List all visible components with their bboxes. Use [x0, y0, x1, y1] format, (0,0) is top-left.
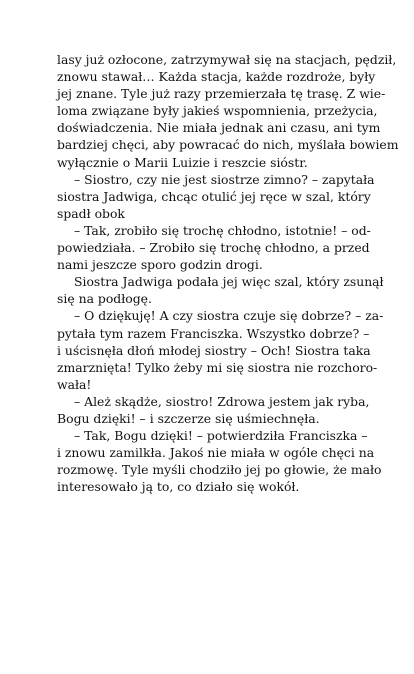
text-line: Siostra Jadwiga podała jej więc szal, który zsunął	[74, 274, 384, 290]
text-line: lasy już ozłocone, zatrzymywał się na stacjach, pędził,	[57, 52, 397, 67]
text-line: się na podłogę.	[57, 291, 152, 307]
text-line: powiedziała. – Zrobiło się trochę chłodno, a przed	[57, 240, 370, 256]
body-text	[57, 51, 399, 495]
text-line: jej znane. Tyle już razy przemierzała tę trasę. Z wie-	[57, 86, 386, 102]
text-line: znowu stawał… Każda stacja, każde rozdroże, były	[57, 69, 376, 85]
text-line: nami jeszcze sporo godzin drogi.	[57, 257, 263, 273]
text-line: bardziej chęci, aby powracać do nich, myślała bowiem	[57, 137, 399, 153]
text-line: – Tak, Bogu dzięki! – potwierdziła Franciszka –	[74, 428, 368, 444]
text-line: – Tak, zrobiło się trochę chłodno, istotnie! – od-	[74, 222, 371, 238]
text-line: doświadczenia. Nie miała jednak ani czasu, ani tym	[57, 120, 381, 136]
text-line: zmarznięta! Tylko żeby mi się siostra nie rozchoro-	[57, 359, 378, 375]
text-line: wyłącznie o Marii Luizie i reszcie sióstr.	[57, 154, 308, 170]
text-line: pytała tym razem Franciszka. Wszystko dobrze? –	[57, 325, 370, 341]
text-line: siostra Jadwiga, chcąc otulić jej ręce w szal, który	[57, 188, 371, 204]
text-line: interesowało ją to, co działo się wokół.	[57, 479, 300, 495]
text-line: wała!	[57, 376, 92, 392]
text-line: rozmowę. Tyle myśli chodziło jej po głowie, że mało	[57, 462, 382, 478]
text-line: spadł obok	[57, 205, 125, 221]
text-line: i uścisnęła dłoń młodej siostry – Och! Siostra taka	[57, 342, 371, 358]
text-line: – O dziękuję! A czy siostra czuje się dobrze? – za-	[74, 308, 384, 324]
text-line: – Ależ skądże, siostro! Zdrowa jestem jak ryba,	[74, 393, 370, 409]
text-line: – Siostro, czy nie jest siostrze zimno? – zapytała	[74, 171, 375, 187]
text-line: Bogu dzięki! – i szczerze się uśmiechnęła.	[57, 410, 320, 426]
text-line: loma związane były jakieś wspomnienia, przeżycia,	[57, 103, 378, 119]
text-line: i znowu zamilkła. Jakoś nie miała w ogóle chęci na	[57, 445, 375, 461]
